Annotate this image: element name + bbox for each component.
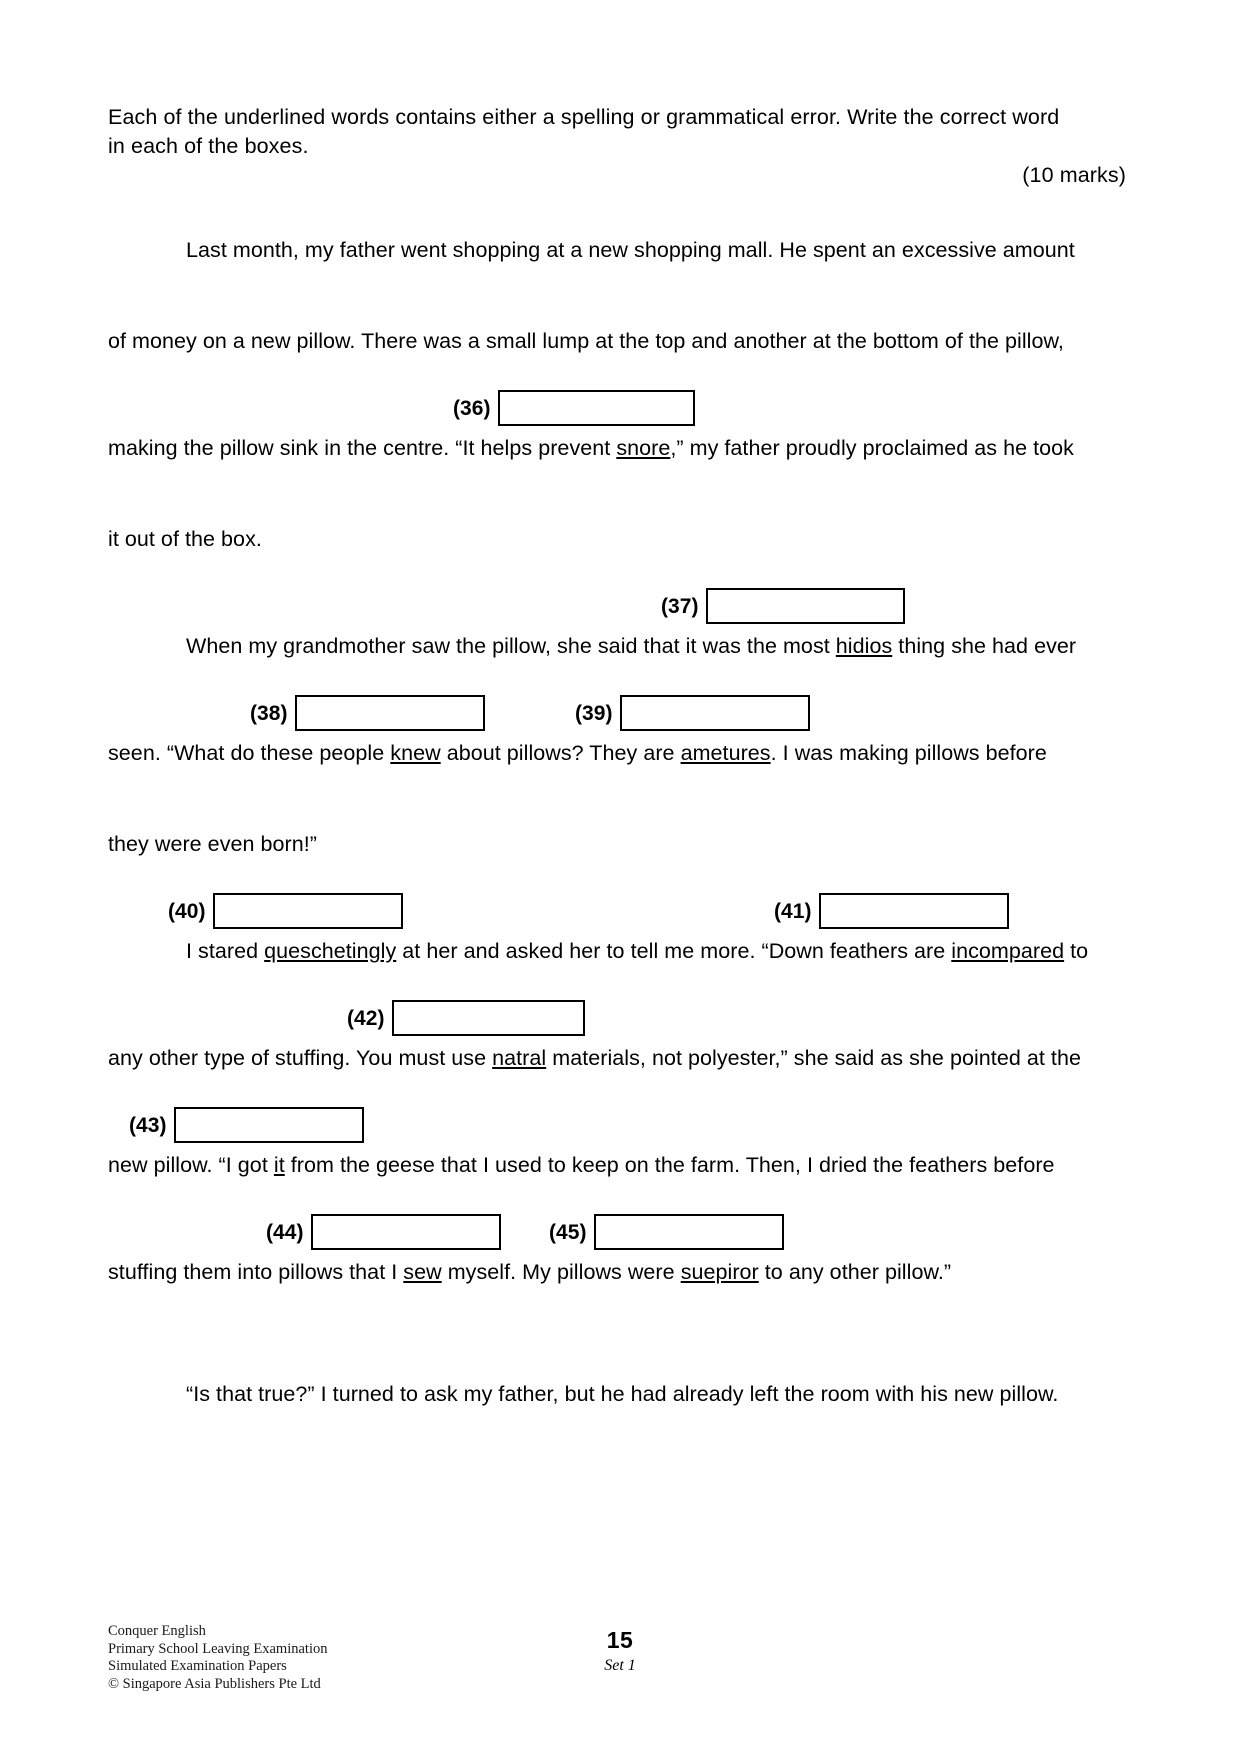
passage-text: to any other pillow.”	[758, 1260, 952, 1284]
answer-row	[108, 1000, 1126, 1044]
answer-slot-44[interactable]	[266, 1214, 501, 1250]
footer-line-4: © Singapore Asia Publishers Pte Ltd	[108, 1675, 321, 1692]
passage-text: new pillow. “I got	[108, 1153, 274, 1177]
underlined-error-hidios: hidios	[835, 634, 893, 658]
passage-text: from the geese that I used to keep on the farm. Then, I dried the feathers before	[284, 1153, 1055, 1177]
passage-text: thing she had ever	[892, 634, 1077, 658]
passage-line	[108, 1151, 1126, 1180]
instruction-line-2: in each of the boxes.	[108, 134, 309, 158]
line-spacer	[108, 265, 1126, 327]
passage-line	[108, 830, 1126, 859]
answer-input-44[interactable]	[311, 1214, 501, 1250]
passage-line	[108, 1380, 1126, 1409]
answer-row	[108, 1214, 1126, 1258]
answer-number: (37)	[661, 594, 699, 618]
answer-slot-40[interactable]	[168, 893, 403, 929]
line-spacer	[108, 661, 1126, 695]
passage-text: they were even born!”	[108, 832, 317, 856]
passage-line	[108, 1044, 1126, 1073]
passage-text: it out of the box.	[108, 527, 262, 551]
line-spacer	[108, 1180, 1126, 1214]
set-label: Set 1	[604, 1657, 636, 1674]
answer-number: (42)	[347, 1006, 385, 1030]
line-spacer	[108, 463, 1126, 525]
footer-line-2: Primary School Leaving Examination	[108, 1640, 328, 1657]
passage-text: making the pillow sink in the centre. “It helps prevent	[108, 436, 617, 460]
answer-input-42[interactable]	[392, 1000, 585, 1036]
underlined-error-it: it	[273, 1153, 285, 1177]
marks-label: (10 marks)	[1022, 163, 1126, 187]
answer-slot-38[interactable]	[250, 695, 485, 731]
underlined-error-suepiror: suepiror	[680, 1260, 759, 1284]
passage-text: to	[1064, 939, 1089, 963]
answer-row	[108, 1107, 1126, 1151]
line-spacer	[108, 1287, 1126, 1380]
answer-input-43[interactable]	[174, 1107, 364, 1143]
underlined-error-ametures: ametures	[680, 741, 771, 765]
answer-number: (39)	[575, 701, 613, 725]
answer-slot-37[interactable]	[661, 588, 905, 624]
passage-text: seen. “What do these people	[108, 741, 391, 765]
passage-line	[108, 525, 1126, 554]
answer-number: (36)	[453, 396, 491, 420]
passage-text: When my grandmother saw the pillow, she said that it was the most	[186, 634, 836, 658]
passage-line	[108, 937, 1126, 966]
passage-text: about pillows? They are	[440, 741, 681, 765]
answer-input-39[interactable]	[620, 695, 810, 731]
passage-line	[108, 739, 1126, 768]
line-spacer	[108, 768, 1126, 830]
passage-line	[108, 1258, 1126, 1287]
answer-number: (44)	[266, 1220, 304, 1244]
line-spacer	[108, 1073, 1126, 1107]
passage-text: “Is that true?” I turned to ask my father, but he had already left the room with his new pillow.	[186, 1382, 1059, 1406]
answer-row	[108, 695, 1126, 739]
line-spacer	[108, 966, 1126, 1000]
underlined-error-incompared: incompared	[951, 939, 1065, 963]
underlined-error-natral: natral	[492, 1046, 547, 1070]
passage-text: . I was making pillows before	[770, 741, 1047, 765]
passage-text: of money on a new pillow. There was a small lump at the top and another at the bottom of the pillow,	[108, 329, 1064, 353]
answer-slot-36[interactable]	[453, 390, 695, 426]
answer-row	[108, 390, 1126, 434]
passage-line	[108, 434, 1126, 463]
instruction-line-1: Each of the underlined words contains either a spelling or grammatical error. Write the correct word	[108, 105, 1060, 129]
passage-text: Last month, my father went shopping at a new shopping mall. He spent an excessive amount	[186, 238, 1075, 262]
underlined-error-sew: sew	[403, 1260, 442, 1284]
answer-number: (40)	[168, 899, 206, 923]
answer-number: (45)	[549, 1220, 587, 1244]
answer-slot-45[interactable]	[549, 1214, 784, 1250]
passage-line	[108, 236, 1126, 265]
answer-input-38[interactable]	[295, 695, 485, 731]
answer-slot-39[interactable]	[575, 695, 810, 731]
instruction-block	[108, 103, 1126, 190]
answer-number: (41)	[774, 899, 812, 923]
footer-page-block	[0, 1627, 1240, 1675]
answer-input-45[interactable]	[594, 1214, 784, 1250]
passage-text: stuffing them into pillows that I	[108, 1260, 404, 1284]
passage-line	[108, 327, 1126, 356]
answer-number: (43)	[129, 1113, 167, 1137]
underlined-error-queschetingly: queschetingly	[264, 939, 397, 963]
page-number: 15	[606, 1627, 634, 1653]
answer-row	[108, 893, 1126, 937]
footer-line-1: Conquer English	[108, 1623, 206, 1639]
footer-line-3: Simulated Examination Papers	[108, 1658, 287, 1674]
passage-line	[108, 632, 1126, 661]
answer-input-37[interactable]	[706, 588, 905, 624]
underlined-error-knew: knew	[390, 741, 441, 765]
answer-input-36[interactable]	[498, 390, 695, 426]
answer-slot-42[interactable]	[347, 1000, 585, 1036]
passage-text: any other type of stuffing. You must use	[108, 1046, 493, 1070]
answer-slot-41[interactable]	[774, 893, 1009, 929]
line-spacer	[108, 356, 1126, 390]
passage-text: materials, not polyester,” she said as she pointed at the	[546, 1046, 1081, 1070]
line-spacer	[108, 859, 1126, 893]
passage-text: I stared	[186, 939, 265, 963]
answer-input-41[interactable]	[819, 893, 1009, 929]
answer-row	[108, 588, 1126, 632]
passage-body	[108, 236, 1126, 1409]
answer-slot-43[interactable]	[129, 1107, 364, 1143]
passage-text: at her and asked her to tell me more. “Down feathers are	[396, 939, 952, 963]
underlined-error-snore: snore	[616, 436, 671, 460]
answer-input-40[interactable]	[213, 893, 403, 929]
line-spacer	[108, 554, 1126, 588]
answer-number: (38)	[250, 701, 288, 725]
passage-text: myself. My pillows were	[441, 1260, 681, 1284]
passage-text: ,” my father proudly proclaimed as he took	[670, 436, 1074, 460]
